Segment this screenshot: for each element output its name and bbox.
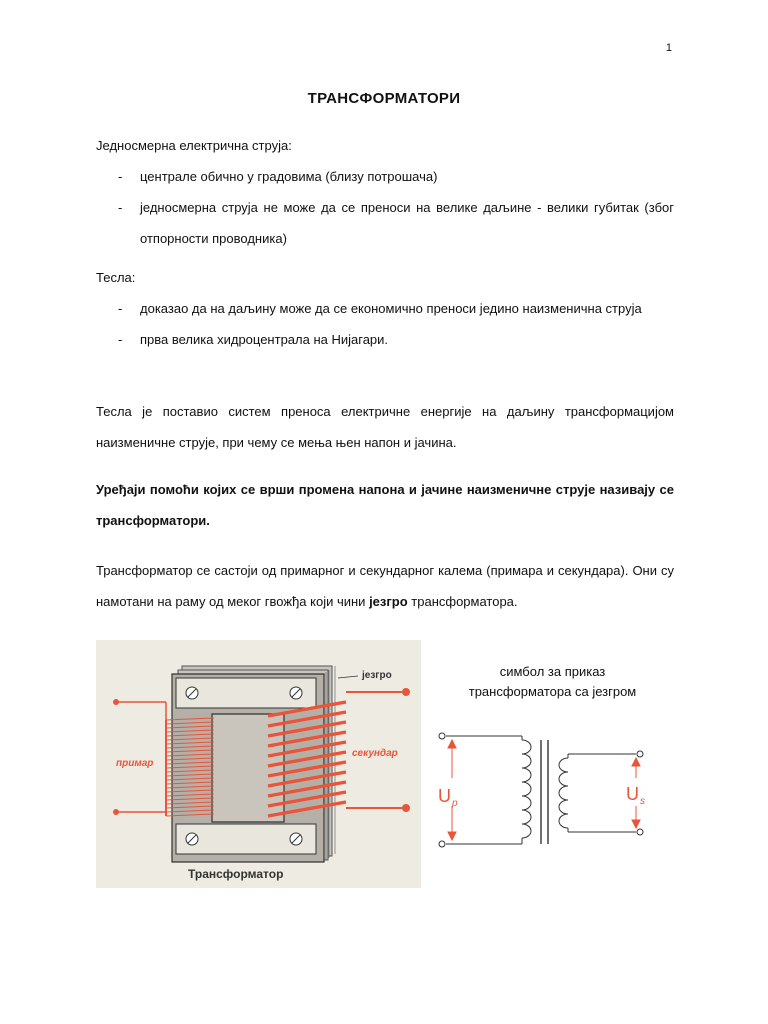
label-secondary: секундар [352, 748, 398, 759]
page-number: 1 [665, 42, 672, 54]
label-us: U [626, 784, 639, 804]
label-us-sub: s [640, 796, 645, 807]
transformer-illustration [96, 640, 421, 888]
figure-caption: Трансформатор [188, 867, 284, 881]
transformer-symbol-drawing [432, 722, 667, 862]
list-item: - доказао да на даљину може да се економично преноси једино наизменична струја [118, 301, 642, 316]
paragraph-composition: Трансформатор се састоји од примарног и секундарног калема (примара и секундара). Они су намотани на раму од меког гвожђа који чини језгро трансформатора. [96, 563, 674, 609]
label-up-sub: p [452, 798, 458, 809]
list-item: - централе обично у градовима (близу потрошача) [118, 169, 438, 184]
section-heading: Тесла: [96, 270, 136, 285]
section-dc-current [96, 130, 674, 254]
label-core: језгро [362, 670, 392, 681]
section-tesla [96, 262, 674, 355]
primary-coil-symbol [522, 740, 531, 838]
transformer-drawing [96, 640, 421, 888]
list-item: - једносмерна струја не може да се преноси на велике даљине - велики губитак (због отпорности проводника) [118, 200, 674, 246]
transformer-symbol [432, 722, 667, 862]
bullet-list [96, 161, 674, 254]
secondary-coil-symbol [559, 758, 568, 828]
symbol-caption: симбол за приказ трансформатора са језгром [468, 664, 637, 699]
list-item: - прва велика хидроцентрала на Нијагари. [118, 332, 389, 347]
label-up: U [438, 786, 451, 806]
label-primary: примар [116, 758, 154, 769]
page-title: ТРАНСФОРМАТОРИ [307, 90, 461, 107]
section-heading: Једносмерна електрична струја: [96, 138, 292, 153]
paragraph-tesla-system: Тесла је поставио систем преноса електричне енергије на даљину трансформацијом наизменичне струје, при чему се мења њен напон и јачина. [96, 404, 674, 450]
paragraph-definition: Уређаји помоћи којих се врши промена напона и јачине наизменичне струје називају се трансформатори. [96, 482, 674, 528]
bullet-list [96, 293, 674, 355]
